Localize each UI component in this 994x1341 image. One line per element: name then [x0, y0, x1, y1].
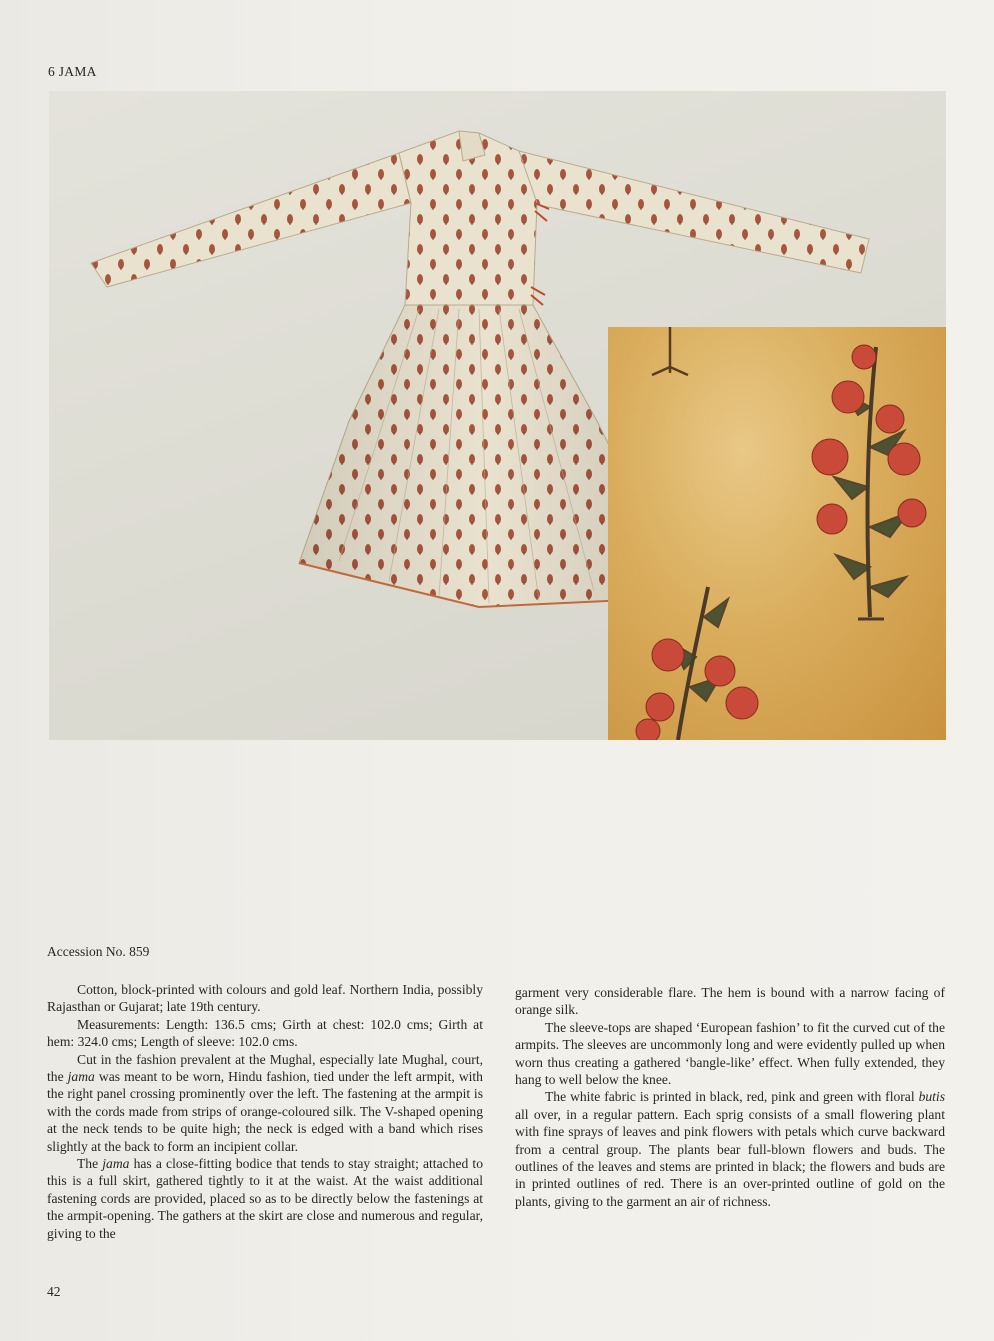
paragraph: Cut in the fashion prevalent at the Mughal, especially late Mughal, court, the jama was meant to be worn, Hindu fashion, tied under the left armpit, with the right panel crossing prominently over the left. The fastening at the armpit is with the cords made from strips of orange-coloured silk. The V-shaped opening at the neck tends to be quite high; the neck is edged with a band which rises slightly at the back to form an incipient collar.: [47, 1051, 483, 1154]
page-number: 42: [47, 1284, 61, 1299]
accession-number: Accession No. 859: [47, 944, 150, 959]
paragraph: Measurements: Length: 136.5 cms; Girth at chest: 102.0 cms; Girth at hem: 324.0 cms; Length of sleeve: 102.0 cms.: [47, 1016, 483, 1050]
text-column-left: [47, 981, 483, 1242]
fabric-detail-photo: [608, 327, 946, 740]
floral-buti-illustration: [608, 327, 946, 740]
text-column-right: [515, 984, 945, 1210]
section-title: 6 JAMA: [48, 64, 97, 79]
paragraph: Cotton, block-printed with colours and gold leaf. Northern India, possibly Rajasthan or Gujarat; late 19th century.: [47, 982, 483, 1015]
paragraph: The white fabric is printed in black, red, pink and green with floral butis all over, in a regular pattern. Each sprig consists of a small flowering plant with fine sprays of leaves and pink flowers with petals which curve backward from a central group. The plants bear full-blown flowers and buds. The outlines of the leaves and stems are printed in black; the flowers and buds are in printed outlines of red. There is an over-printed outline of gold on the plants, giving to the garment an air of richness.: [515, 1089, 945, 1209]
paragraph: The jama has a close-fitting bodice that tends to stay straight; attached to this is a full skirt, gathered tightly to it at the waist. At the waist additional fastening cords are provided, placed so as to be directly below the fastenings at the armpit-opening. The gathers at the skirt are close and numerous and regular, giving to the: [47, 1156, 483, 1241]
paragraph: garment very considerable flare. The hem is bound with a narrow facing of orange silk.: [515, 985, 945, 1018]
paragraph: The sleeve-tops are shaped ‘European fashion’ to fit the curved cut of the armpits. The sleeves are uncommonly long and were evidently pulled up when worn thus creating a gathered ‘bangle-like’ effect. When fully extended, they hang to well below the knee.: [515, 1019, 945, 1088]
